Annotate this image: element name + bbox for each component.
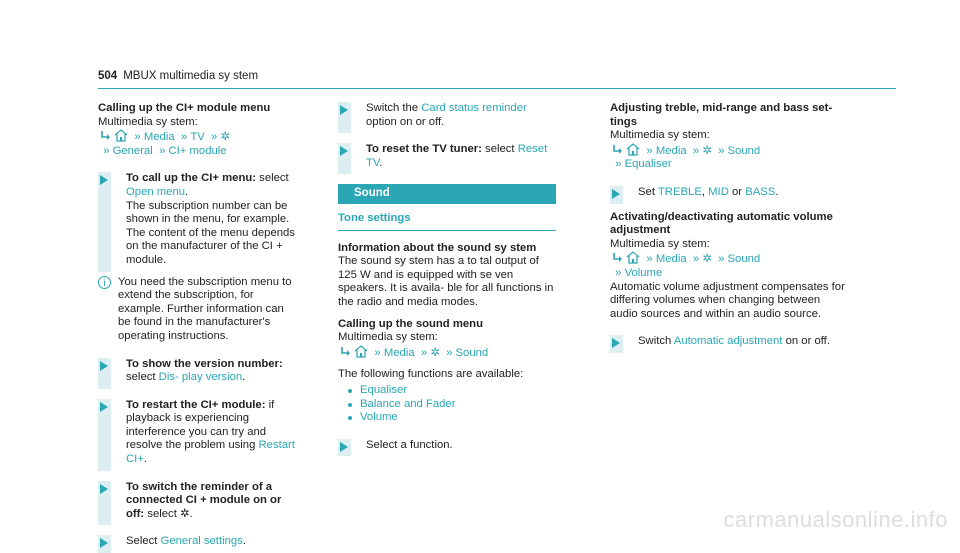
step-show-version: To show the version number: select Dis- play version. [98,358,296,385]
step-card-status: Switch the Card status reminder option on or off. [338,102,556,129]
path-sound: Sound [727,144,761,157]
step-arrow-icon [100,538,108,548]
link-display-version[interactable]: Dis- play version [158,371,243,384]
return-arrow-icon [612,145,623,155]
path-media: Media [655,144,687,157]
path-volume: Volume [624,266,663,279]
step-select-general: Select General settings. [98,535,296,549]
heading-auto-volume: Activating/deactivating automatic volume adjustment [610,210,833,237]
path-ci-module: CI+ module [168,144,227,157]
step-switch-reminder: To switch the reminder of a connected CI + module on or off: select ✲. [98,481,296,522]
path-equaliser: Equaliser [624,158,672,171]
link-treble[interactable]: TREBLE [657,185,702,198]
link-reset-tv[interactable]: Reset TV [366,143,548,169]
subsection-tone-settings: Tone settings [338,212,556,231]
link-card-status-reminder[interactable]: Card status reminder [421,102,527,114]
step-call-up-ci-menu: To call up the CI+ menu: select Open menu. The subscription number can be shown in the menu, for example. The content of the menu depends on the manufacturer of the CI + module. [98,172,296,267]
step-arrow-icon [340,105,348,115]
chevron-double-icon: » [155,144,169,157]
step-select-function: Select a function. [338,439,556,453]
column-2 [338,102,556,452]
heading-sound-info: Information about the sound sy stem [338,241,537,254]
column-3 [610,102,850,349]
path-general: General [112,144,153,157]
link-automatic-adjustment[interactable]: Automatic adjustment [673,335,783,348]
step-reset-tv: To reset the TV tuner: select Reset TV. [338,143,556,170]
step-arrow-icon [100,484,108,494]
step-arrow-icon [340,442,348,452]
heading-sound-menu: Calling up the sound menu [338,317,483,330]
path-sound: Sound [727,253,761,266]
return-arrow-icon [100,131,111,141]
nav-path: » Media » ✲ » Sound » Equaliser [612,144,761,171]
heading-ci-menu: Calling up the CI+ module menu [98,102,271,114]
info-icon: i [98,276,111,289]
path-media: Media [143,131,175,144]
home-icon [354,345,368,358]
link-open-menu[interactable]: Open menu [126,185,186,198]
settings-gear-icon: ✲ [179,507,190,520]
link-mid[interactable]: MID [708,185,729,198]
settings-gear-icon: ✲ [702,144,712,157]
chevron-double-icon: » [177,131,191,144]
nav-path [98,129,296,158]
step-set-eq: Set TREBLE, MID or BASS. [610,186,850,200]
link-general-settings[interactable]: General settings [160,535,243,548]
home-icon [626,143,640,156]
path-tv: TV [190,131,205,144]
list-item-volume[interactable]: Volume [348,411,556,425]
watermark: carmanualsonline.info [723,507,948,533]
multimedia-label: Multimedia sy stem: [338,331,438,344]
home-icon [626,251,640,264]
link-restart-ci[interactable]: Restart CI+ [126,439,295,466]
chevron-double-icon: » [207,131,221,144]
section-sound: Sound [338,184,556,204]
step-arrow-icon [612,338,620,348]
page-header [98,70,258,84]
auto-volume-text: Automatic volume adjustment compensates for differing volumes when changing between audio sources and within an audio source. [610,280,845,320]
settings-gear-icon: ✲ [430,346,440,359]
path-media: Media [655,253,687,266]
return-arrow-icon [612,253,623,263]
step-arrow-icon [100,361,108,371]
step-arrow-icon [612,189,620,199]
settings-gear-icon: ✲ [702,253,712,266]
column-1 [98,102,296,549]
header-rule [98,88,896,89]
list-item-balance-fader[interactable]: Balance and Fader [348,398,556,412]
step-switch-auto-adjust: Switch Automatic adjustment on or off. [610,335,850,349]
list-item-equaliser[interactable]: Equaliser [348,384,556,398]
functions-list [338,384,556,425]
functions-intro: The following functions are available: [338,368,524,381]
path-sound: Sound [455,346,489,359]
multimedia-label: Multimedia sy stem: [98,115,198,128]
multimedia-label: Multimedia sy stem: [610,129,710,142]
step-restart-ci: To restart the CI+ module: if playback is experiencing interference you can try and resolve the problem using Restart CI+. [98,399,296,467]
return-arrow-icon [340,347,351,357]
chevron-double-icon: » [100,144,113,157]
sound-info-text: The sound sy stem has a to tal output of 125 W and is equipped with se ven speakers. It is availa- ble for all functions in the radio and media modes. [338,255,554,308]
nav-path: » Media » ✲ » Sound » Volume [612,253,761,279]
step-arrow-icon [100,175,108,185]
link-bass[interactable]: BASS [745,185,776,198]
page-title: MBUX multimedia sy stem [123,70,259,82]
chevron-double-icon: » [131,131,144,144]
multimedia-label: Multimedia sy stem: [610,237,710,250]
path-media: Media [383,346,415,359]
home-icon [114,129,128,142]
page-number: 504 [98,70,118,82]
nav-path: » Media » ✲ » Sound [338,345,556,361]
step-arrow-icon [100,402,108,412]
heading-treble-bass: Adjusting treble, mid-range and bass set- tings [610,102,833,128]
settings-gear-icon: ✲ [220,131,230,144]
info-note: i You need the subscription menu to extend the subscription, for example. Further information can be found in the manufacturer's operating instructions. [98,276,296,344]
step-arrow-icon [340,146,348,156]
